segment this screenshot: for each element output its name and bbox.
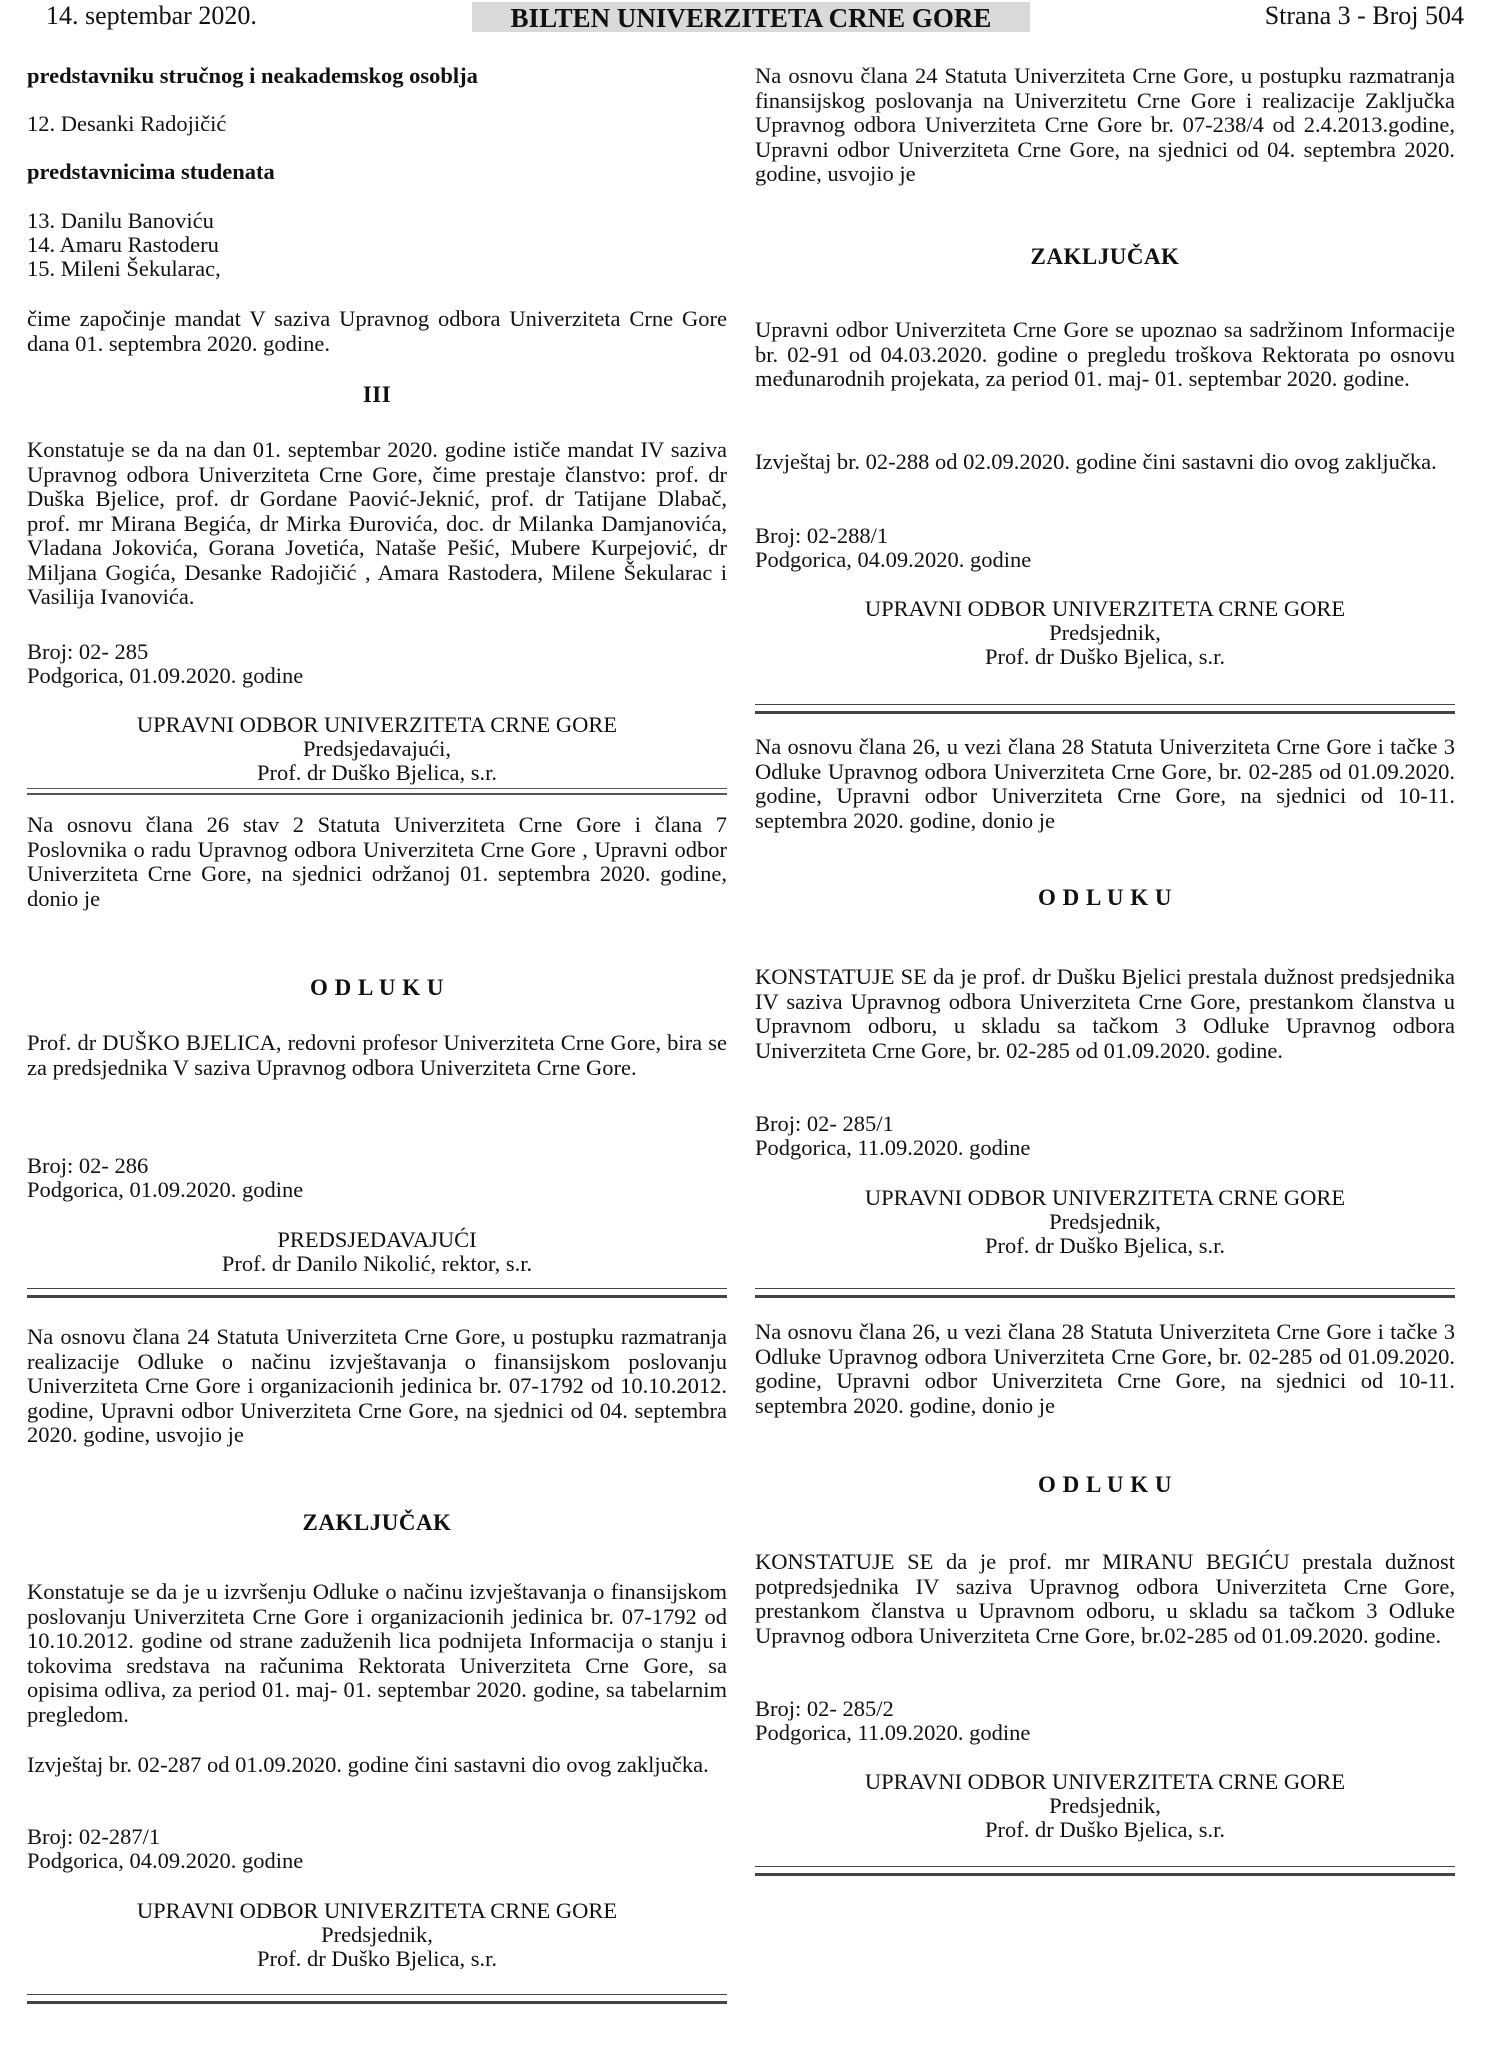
decision-intro: Na osnovu člana 26, u vezi člana 28 Statuta Univerziteta Crne Gore i tačke 3 Odluke Upravnog odbora Univerziteta Crne Gore, br. 02-285 od 01.09.2020. godine, Upravni odbor Univerziteta Crne Gore, na sjednici od 10-11. septembra 2020. godine, donio je [755,734,1455,833]
signature-name: Prof. dr Duško Bjelica, s.r. [985,1817,1225,1842]
conclusion-intro: Na osnovu člana 24 Statuta Univerziteta Crne Gore, u postupku razmatranja finansijskog poslovanja na Univerzitetu Crne Gore i realizacije Zaključka Upravnog odbora Univerziteta Crne Gore br. 07-238/4 od 2.4.2013.godine, Upravni odbor Univerziteta Crne Gore, na sjednici od 04. septembra 2020. godine, usvojio je [755,63,1455,186]
doc-number: Broj: 02-287/1 [27,1824,161,1849]
section-divider [27,1288,727,1298]
signature-role: PREDSJEDAVAJUĆI [277,1227,477,1252]
section-text: Konstatuje se da na dan 01. septembar 2020. godine ističe mandat IV saziva Upravnog odbora Univerziteta Crne Gore, čime prestaje članstvo: prof. dr Duška Bjelice, prof. dr Gordane Paović-Jeknić, prof. dr Tatijane Dlabač, prof. mr Mirana Begića, dr Mirka Đurovića, doc. dr Milanka Damjanovića, Vladana Jokovića, Gorana Jovetića, Nataše Pešić, Mubere Kurpejović, dr Miljana Gogića, Desanke Radojičić , Amara Rastodera, Milene Šekularac i Vasilija Ivanovića. [27,437,727,609]
section-roman-heading: III [362,382,392,407]
doc-number: Broj: 02- 285 [27,639,149,664]
signature-org: UPRAVNI ODBOR UNIVERZITETA CRNE GORE [864,596,1346,621]
signature-name: Prof. dr Duško Bjelica, s.r. [257,760,497,785]
signature-org: UPRAVNI ODBOR UNIVERZITETA CRNE GORE [864,1185,1346,1210]
decision-heading: O D L U K U [1038,1472,1172,1497]
signature-role: Predsjedavajući, [302,736,452,761]
doc-place-date: Podgorica, 01.09.2020. godine [27,1177,304,1202]
student-item: 13. Danilu Banoviću [27,208,214,233]
page-number: Strana 3 - Broj 504 [1264,1,1464,30]
report-note: Izvještaj br. 02-287 od 01.09.2020. godine čini sastavni dio ovog zaključka. [27,1752,709,1777]
doc-number: Broj: 02- 285/1 [755,1111,894,1136]
mandate-text: čime započinje mandat V saziva Upravnog odbora Univerziteta Crne Gore dana 01. septembra 2020. godine. [27,306,727,356]
conclusion-heading: ZAKLJUČAK [1030,244,1180,269]
decision-body: KONSTATUJE SE da je prof. dr Dušku Bjelici prestala dužnost predsjednika IV saziva Upravnog odbora Univerziteta Crne Gore, prestankom članstva u Upravnom odboru, u skladu sa tačkom 3 Odluke Upravnog odbora Univerziteta Crne Gore, br. 02-285 od 01.09.2020. godine. [755,964,1455,1063]
section-divider [27,1994,727,2004]
student-item: 15. Mileni Šekularac, [27,256,221,281]
doc-place-date: Podgorica, 04.09.2020. godine [755,547,1032,572]
signature-org: UPRAVNI ODBOR UNIVERZITETA CRNE GORE [136,1898,618,1923]
section-divider [755,1866,1455,1876]
section-divider [755,1288,1455,1298]
bulletin-title: BILTEN UNIVERZITETA CRNE GORE [472,2,1030,32]
section-divider [27,788,727,795]
decision-heading: O D L U K U [1038,885,1172,910]
doc-number: Broj: 02-288/1 [755,523,889,548]
report-note: Izvještaj br. 02-288 od 02.09.2020. godine čini sastavni dio ovog zaključka. [755,449,1437,474]
page-header [26,0,1464,34]
signature-role: Predsjednik, [1049,1209,1161,1234]
signature-role: Predsjednik, [321,1922,433,1947]
issue-date: 14. septembar 2020. [46,1,257,30]
students-heading: predstavnicima studenata [27,159,275,184]
doc-number: Broj: 02- 285/2 [755,1696,894,1721]
signature-role: Predsjednik, [1049,620,1161,645]
decision-intro: Na osnovu člana 26, u vezi člana 28 Statuta Univerziteta Crne Gore i tačke 3 Odluke Upravnog odbora Univerziteta Crne Gore, br. 02-285 od 01.09.2020. godine, Upravni odbor Univerziteta Crne Gore, na sjednici od 10-11. septembra 2020. godine, donio je [755,1319,1455,1418]
conclusion-body: Konstatuje se da je u izvršenju Odluke o načinu izvještavanja o finansijskom poslovanju Univerziteta Crne Gore i organizacionih jedinica br. 07-1792 od 10.10.2012. godine od strane zaduženih lica podnijeta Informacija o stanju i tokovima sredstava na računima Rektorata Univerziteta Crne Gore, sa opisima odliva, za period 01. maj- 01. septembar 2020. godine, sa tabelarnim pregledom. [27,1579,727,1727]
decision-heading: O D L U K U [310,975,444,1000]
decision-body: KONSTATUJE SE da je prof. mr MIRANU BEGIĆU prestala dužnost potpredsjednika IV saziva Upravnog odbora Univerziteta Crne Gore, prestankom članstva u Upravnom odboru, u skladu sa tačkom 3 Odluke Upravnog odbora Univerziteta Crne Gore, br.02-285 od 01.09.2020. godine. [755,1549,1455,1648]
decision-body: Prof. dr DUŠKO BJELICA, redovni profesor Univerziteta Crne Gore, bira se za predsjednika V saziva Upravnog odbora Univerziteta Crne Gore. [27,1030,727,1080]
signature-name: Prof. dr Duško Bjelica, s.r. [985,1233,1225,1258]
doc-place-date: Podgorica, 01.09.2020. godine [27,663,304,688]
doc-number: Broj: 02- 286 [27,1153,149,1178]
signature-name: Prof. dr Duško Bjelica, s.r. [257,1946,497,1971]
doc-place-date: Podgorica, 11.09.2020. godine [755,1720,1031,1745]
doc-place-date: Podgorica, 11.09.2020. godine [755,1135,1031,1160]
conclusion-body: Upravni odbor Univerziteta Crne Gore se upoznao sa sadržinom Informacije br. 02-91 od 04.03.2020. godine o pregledu troškova Rektorata po osnovu međunarodnih projekata, za period 01. maj- 01. septembar 2020. godine. [755,317,1455,391]
decision-intro: Na osnovu člana 26 stav 2 Statuta Univerziteta Crne Gore i člana 7 Poslovnika o radu Upravnog odbora Univerziteta Crne Gore , Upravni odbor Univerziteta Crne Gore, na sjednici održanoj 01. septembra 2020. godine, donio je [27,812,727,911]
signature-org: UPRAVNI ODBOR UNIVERZITETA CRNE GORE [136,712,618,737]
doc-place-date: Podgorica, 04.09.2020. godine [27,1848,304,1873]
staff-heading: predstavniku stručnog i neakademskog osoblja [27,63,478,88]
staff-member: 12. Desanki Radojičić [27,111,227,136]
conclusion-heading: ZAKLJUČAK [302,1510,452,1535]
signature-name: Prof. dr Danilo Nikolić, rektor, s.r. [221,1251,533,1276]
student-item: 14. Amaru Rastoderu [27,232,219,257]
signature-role: Predsjednik, [1049,1793,1161,1818]
signature-name: Prof. dr Duško Bjelica, s.r. [985,644,1225,669]
signature-org: UPRAVNI ODBOR UNIVERZITETA CRNE GORE [864,1769,1346,1794]
conclusion-intro: Na osnovu člana 24 Statuta Univerziteta Crne Gore, u postupku razmatranja realizacije Odluke o načinu izvještavanja o finansijskom poslovanju Univerziteta Crne Gore i organizacionih jedinica br. 07-1792 od 10.10.2012. godine, Upravni odbor Univerziteta Crne Gore, na sjednici od 04. septembra 2020. godine, usvojio je [27,1324,727,1447]
section-divider [755,704,1455,714]
